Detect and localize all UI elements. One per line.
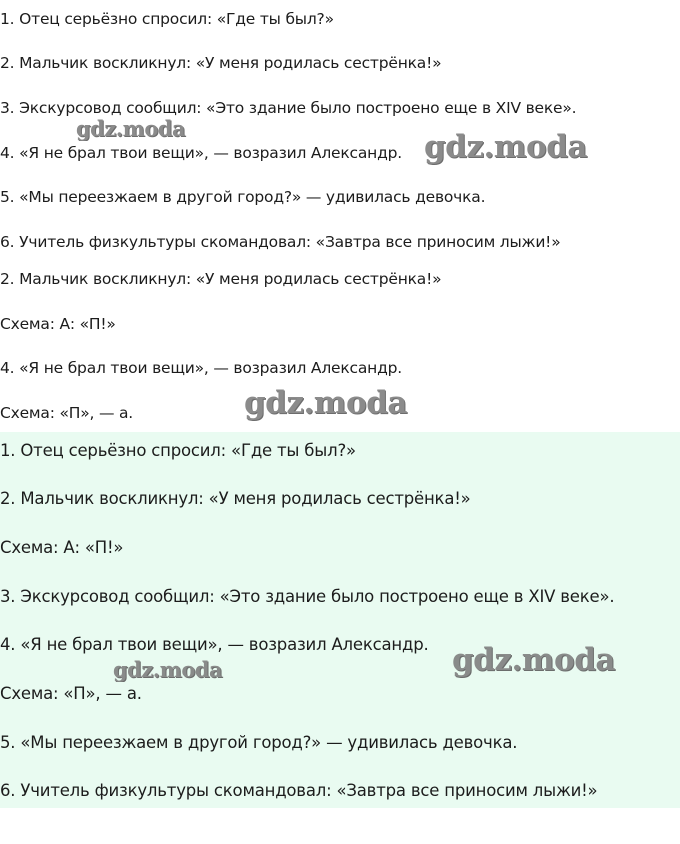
text-line: 3. Экскурсовод сообщил: «Это здание было построено еще в XIV веке». — [0, 587, 615, 606]
watermark: gdz.moda — [76, 116, 186, 141]
scheme-line: Схема: А: «П!» — [0, 538, 124, 557]
text-line: 2. Мальчик воскликнул: «У меня родилась сестрёнка!» — [0, 489, 471, 508]
scheme-line: Схема: А: «П!» — [0, 315, 116, 333]
text-line: 2. Мальчик воскликнул: «У меня родилась сестрёнка!» — [0, 270, 442, 288]
text-line: 6. Учитель физкультуры скомандовал: «Завтра все приносим лыжи!» — [0, 233, 561, 251]
text-line: 5. «Мы переезжаем в другой город?» — удивилась девочка. — [0, 733, 518, 752]
text-line: 2. Мальчик воскликнул: «У меня родилась сестрёнка!» — [0, 54, 442, 72]
text-line: 4. «Я не брал твои вещи», — возразил Александр. — [0, 359, 402, 377]
watermark: gdz.moda — [113, 657, 223, 682]
scheme-line: Схема: «П», — а. — [0, 404, 134, 422]
text-line: 4. «Я не брал твои вещи», — возразил Александр. — [0, 144, 402, 162]
scheme-line: Схема: «П», — а. — [0, 684, 142, 703]
text-line: 6. Учитель физкультуры скомандовал: «Завтра все приносим лыжи!» — [0, 781, 598, 800]
text-line: 5. «Мы переезжаем в другой город?» — удивилась девочка. — [0, 188, 486, 206]
text-line: 4. «Я не брал твои вещи», — возразил Александр. — [0, 635, 429, 654]
watermark: gdz.moda — [452, 642, 615, 678]
text-line: 3. Экскурсовод сообщил: «Это здание было построено еще в XIV веке». — [0, 99, 577, 117]
text-line: 1. Отец серьёзно спросил: «Где ты был?» — [0, 10, 334, 28]
watermark: gdz.moda — [424, 129, 587, 165]
watermark: gdz.moda — [244, 385, 407, 421]
text-line: 1. Отец серьёзно спросил: «Где ты был?» — [0, 441, 356, 460]
